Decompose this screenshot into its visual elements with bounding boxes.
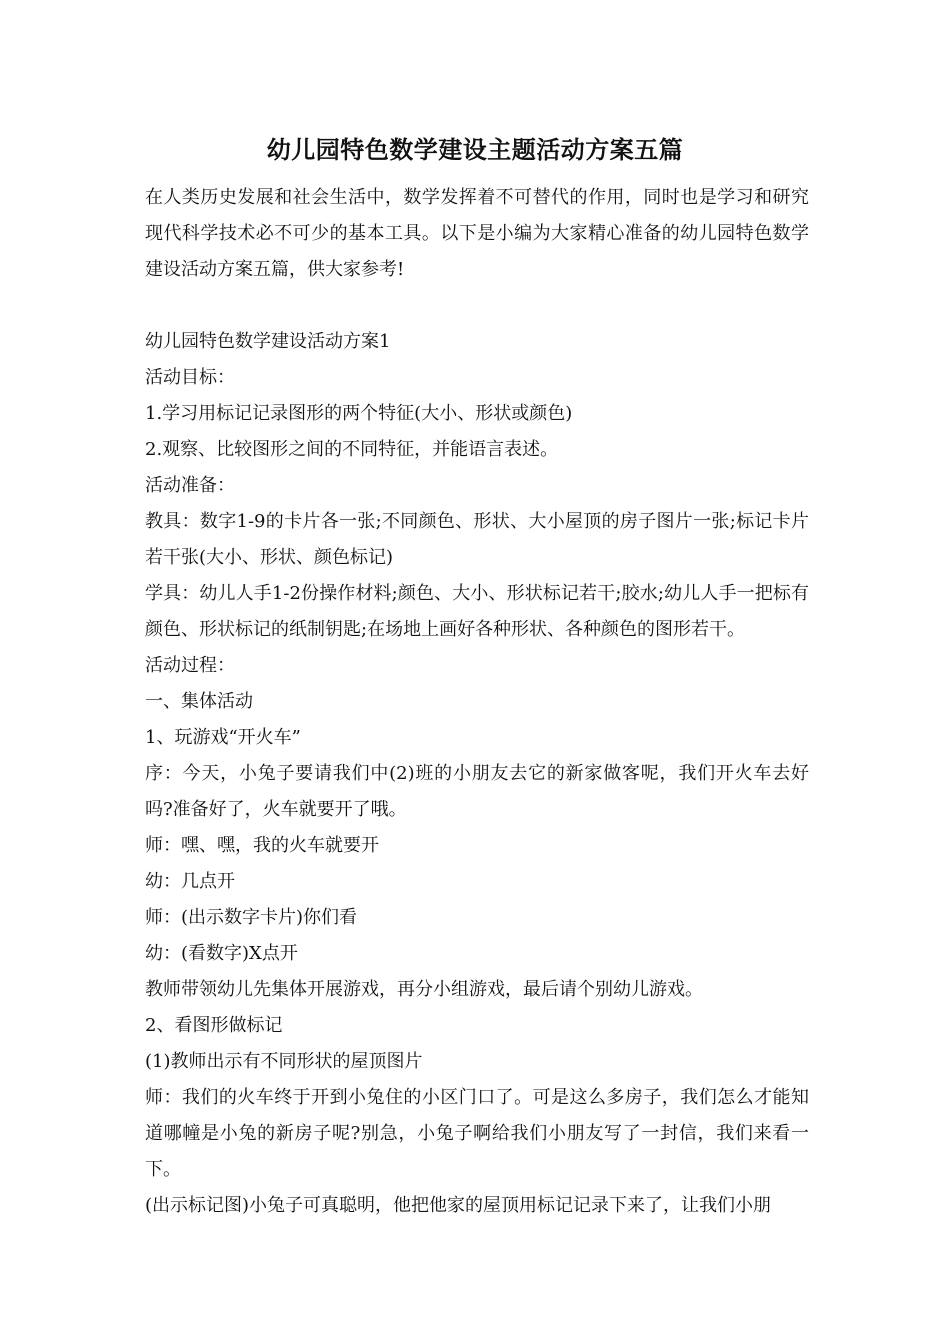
step-heading: 1、玩游戏“开火车” <box>145 727 301 748</box>
objective-item: 1.学习用标记记录图形的两个特征(大小、形状或颜色) <box>145 403 573 424</box>
body-paragraph: 序：今天，小兔子要请我们中(2)班的小朋友去它的新家做客呢，我们开火车去好吗?准备好了，火车就要开了哦。 <box>145 763 809 820</box>
step-heading: 2、看图形做标记 <box>145 1015 283 1036</box>
body-paragraph: 教师带领幼儿先集体开展游戏，再分小组游戏，最后请个别幼儿游戏。 <box>145 979 703 1000</box>
intro-paragraph: 在人类历史发展和社会生活中，数学发挥着不可替代的作用，同时也是学习和研究现代科学技术必不可少的基本工具。以下是小编为大家精心准备的幼儿园特色数学建设活动方案五篇，供大家参考! <box>145 187 809 280</box>
subsection-heading: 一、集体活动 <box>145 691 253 712</box>
dialogue-line: 师：嘿、嘿，我的火车就要开 <box>145 835 379 856</box>
dialogue-line: 幼：几点开 <box>145 871 235 892</box>
preparation-teaching-aids: 教具：数字1-9的卡片各一张;不同颜色、形状、大小屋顶的房子图片一张;标记卡片若干张(大小、形状、颜色标记) <box>145 511 809 568</box>
section-label-process: 活动过程： <box>145 655 235 676</box>
section-label-preparation: 活动准备： <box>145 475 235 496</box>
document-body <box>145 180 809 1224</box>
step-subitem: (1)教师出示有不同形状的屋顶图片 <box>145 1051 423 1072</box>
dialogue-line: 幼：(看数字)X点开 <box>145 943 298 964</box>
objective-item: 2.观察、比较图形之间的不同特征，并能语言表述。 <box>145 439 559 460</box>
body-paragraph: (出示标记图)小兔子可真聪明，他把他家的屋顶用标记记录下来了，让我们小朋 <box>145 1195 772 1216</box>
document-title: 幼儿园特色数学建设主题活动方案五篇 <box>266 135 684 164</box>
section-label-objectives: 活动目标： <box>145 367 235 388</box>
preparation-learning-aids: 学具：幼儿人手1-2份操作材料;颜色、大小、形状标记若干;胶水;幼儿人手一把标有颜色、形状标记的纸制钥匙;在场地上画好各种形状、各种颜色的图形若干。 <box>145 583 809 640</box>
dialogue-line: 师：(出示数字卡片)你们看 <box>145 907 358 928</box>
paragraph-spacer <box>145 288 809 324</box>
body-paragraph: 师：我们的火车终于开到小兔住的小区门口了。可是这么多房子，我们怎么才能知道哪幢是小兔的新房子呢?别急，小兔子啊给我们小朋友写了一封信，我们来看一下。 <box>145 1087 809 1180</box>
plan-heading: 幼儿园特色数学建设活动方案1 <box>145 331 391 352</box>
